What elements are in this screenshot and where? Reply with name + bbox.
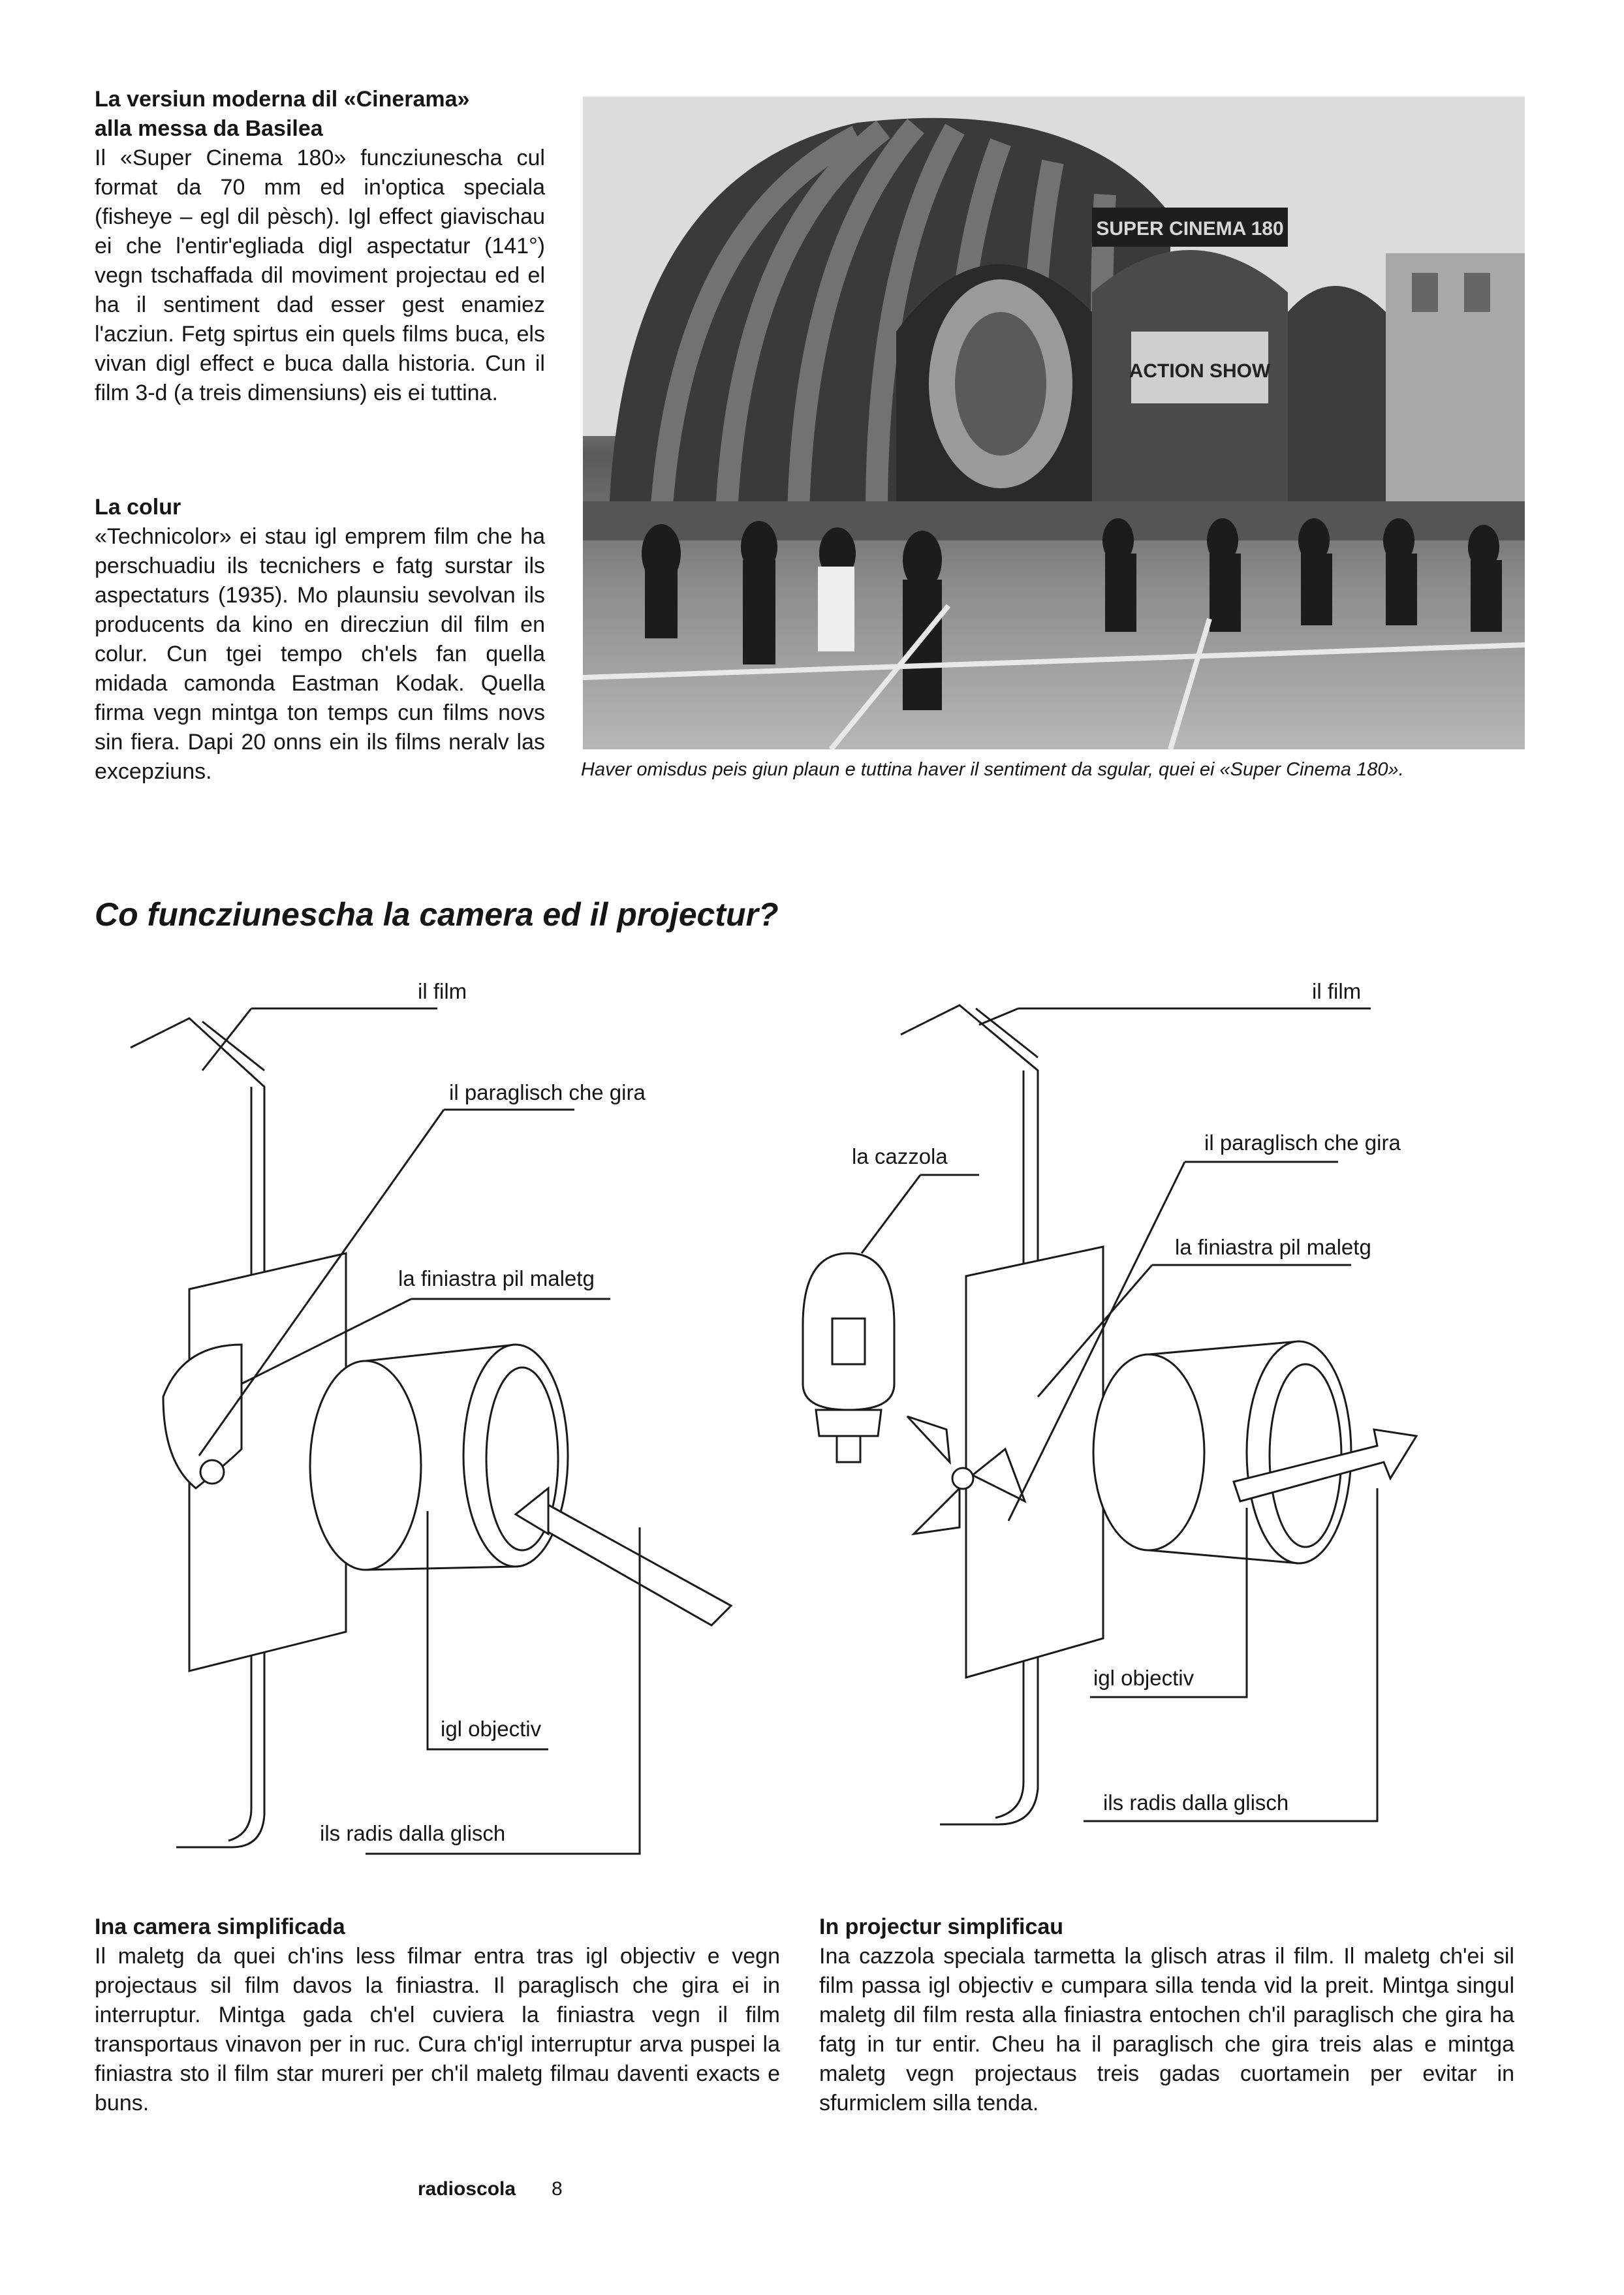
colur-heading: La colur	[95, 495, 181, 520]
cinerama-heading-2: alla messa da Basilea	[95, 116, 323, 141]
camera-diagram	[91, 979, 757, 1873]
projector-diagram	[764, 979, 1534, 1841]
projector-drawing	[764, 979, 1534, 1841]
projector-text-heading: In projectur simplificau	[819, 1914, 1064, 1939]
section-title: Co funcziunescha la camera ed il projectur?	[95, 896, 779, 933]
photo-caption: Haver omisdus peis giun plaun e tuttina haver il sentiment da sgular, quei ei «Super Cinema 180».	[581, 759, 1404, 780]
cinerama-body: Il «Super Cinema 180» funcziunescha cul format da 70 mm ed in'optica speciala (fisheye – egl dil pèsch). Igl effect giavischau ei che l'entir'egliada digl aspectatur (141°) vegn tschaffada dil moviment projectau ed el ha il sentiment dad esser gest enamiez l'acziun. Fetg spirtus ein quels films buca, els vivan digl effect e buca dalla historia. Cun il film 3-d (a treis dimensiuns) eis ei tuttina.	[95, 146, 545, 405]
projector-label-lamp: la cazzola	[852, 1144, 948, 1168]
cinerama-heading-1: La versiun moderna dil «Cinerama»	[95, 87, 470, 112]
colur-body: «Technicolor» ei stau igl emprem film che ha perschuadiu ils tecnichers e fatg surstar ils aspectaturs (1935). Mo plaunsiu sevolvan ils producents da kino en direcziun dil film en colur. Cun tgei tempo ch'els fan quella midada camonda Eastman Kodak. Quella firma vegn mintga ton temps cun films novs sin fiera. Dapi 20 onns ein ils films neralv las excepziuns.	[95, 524, 545, 784]
projector-text-section	[819, 1912, 1514, 2118]
camera-label-objective: igl objectiv	[441, 1717, 542, 1741]
camera-label-rays: ils radis dalla glisch	[320, 1821, 506, 1845]
camera-label-window: la finiastra pil maletg	[398, 1266, 595, 1290]
projector-label-objective: igl objectiv	[1093, 1666, 1195, 1690]
footer-publication: radioscola	[418, 2178, 516, 2200]
footer-page-number: 8	[552, 2178, 563, 2200]
projector-label-shutter: il paraglisch che gira	[1204, 1131, 1401, 1155]
camera-text-heading: Ina camera simplificada	[95, 1914, 345, 1939]
colur-section	[95, 493, 545, 787]
camera-drawing	[91, 979, 757, 1873]
cinerama-section	[95, 85, 545, 408]
projector-label-rays: ils radis dalla glisch	[1103, 1790, 1289, 1815]
projector-text-body: Ina cazzola speciala tarmetta la glisch atras il film. Il maletg ch'ei sil film passa igl objectiv e cumpara silla tenda vid la preit. Mintga singul maletg dil film resta alla finiastra entochen ch'il paraglisch che gira ha fatg in tur entir. Cheu ha il paraglisch che gira treis alas e mintga maletg vegn projectaus treis gadas cuortamein per evitar in sfurmiclem silla tenda.	[819, 1944, 1514, 2115]
photo-illustration	[583, 97, 1525, 749]
projector-label-window: la finiastra pil maletg	[1175, 1235, 1371, 1259]
sign-action-show: ACTION SHOW	[1129, 360, 1271, 382]
super-cinema-photo	[583, 97, 1525, 749]
camera-label-shutter: il paraglisch che gira	[449, 1080, 646, 1104]
camera-text-body: Il maletg da quei ch'ins less filmar entra tras igl objectiv e vegn projectaus sil film davos la finiastra. Il paraglisch che gira ei in interruptur. Mintga gada ch'el cuviera la finiastra vegn il film transportaus vinavon per in ruc. Cura ch'igl interruptur arva puspei la finiastra sto il film star mureri per ch'il maletg filmau daventi exacts e buns.	[95, 1944, 780, 2115]
sign-super-cinema: SUPER CINEMA 180	[1096, 218, 1284, 240]
camera-text-section	[95, 1912, 780, 2118]
projector-label-film: il film	[1312, 979, 1362, 1003]
camera-label-film: il film	[418, 979, 467, 1003]
